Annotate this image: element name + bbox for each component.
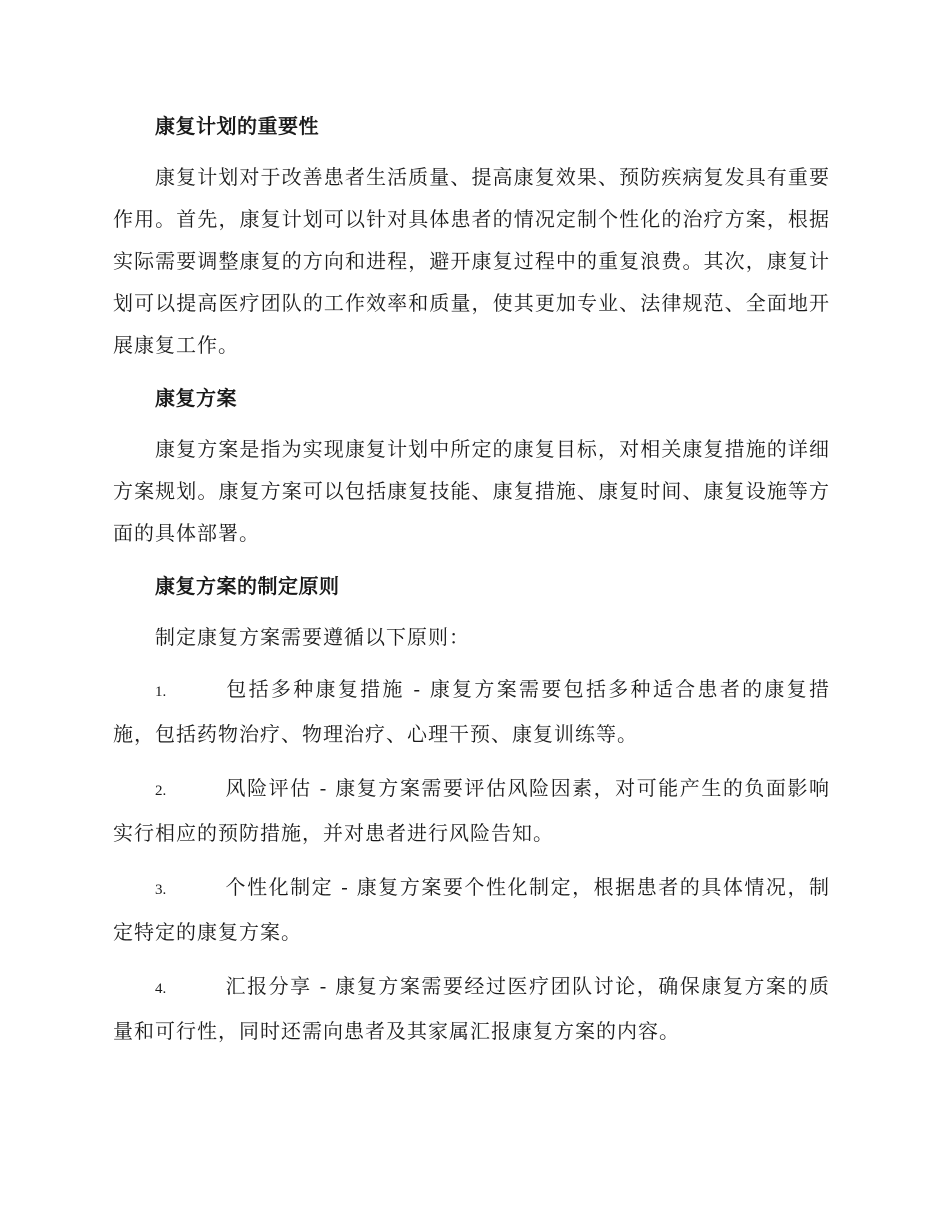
list-item xyxy=(113,668,830,755)
list-item-text: 个性化制定 - 康复方案要个性化制定，根据患者的具体情况，制定特定的康复方案。 xyxy=(113,875,830,944)
list-item-text: 包括多种康复措施 - 康复方案需要包括多种适合患者的康复措施，包括药物治疗、物理治疗、心理干预、康复训练等。 xyxy=(113,677,830,746)
section-heading-importance: 康复计划的重要性 xyxy=(155,114,319,138)
list-item-number: 4. xyxy=(155,981,167,997)
section-paragraph-plan: 康复方案是指为实现康复计划中所定的康复目标，对相关康复措施的详细方案规划。康复方案可以包括康复技能、康复措施、康复时间、康复设施等方面的具体部署。 xyxy=(113,437,830,545)
section-heading-principles: 康复方案的制定原则 xyxy=(155,574,340,598)
list-item-text: 汇报分享 - 康复方案需要经过医疗团队讨论，确保康复方案的质量和可行性，同时还需向患者及其家属汇报康复方案的内容。 xyxy=(113,974,830,1043)
list-item-text: 风险评估 - 康复方案需要评估风险因素，对可能产生的负面影响实行相应的预防措施，并对患者进行风险告知。 xyxy=(113,776,830,845)
list-item-number: 2. xyxy=(155,783,167,799)
list-item xyxy=(113,767,830,854)
section-heading-plan: 康复方案 xyxy=(155,386,237,410)
list-item xyxy=(113,866,830,953)
list-item-number: 3. xyxy=(155,882,167,898)
list-item-number: 1. xyxy=(155,684,167,700)
principles-intro: 制定康复方案需要遵循以下原则： xyxy=(155,625,470,649)
document-content xyxy=(113,104,830,1064)
section-paragraph-importance: 康复计划对于改善患者生活质量、提高康复效果、预防疾病复发具有重要作用。首先，康复计划可以针对具体患者的情况定制个性化的治疗方案，根据实际需要调整康复的方向和进程，避开康复过程中的重复浪费。其次，康复计划可以提高医疗团队的工作效率和质量，使其更加专业、法律规范、全面地开展康复工作。 xyxy=(113,165,830,357)
list-item xyxy=(113,965,830,1052)
